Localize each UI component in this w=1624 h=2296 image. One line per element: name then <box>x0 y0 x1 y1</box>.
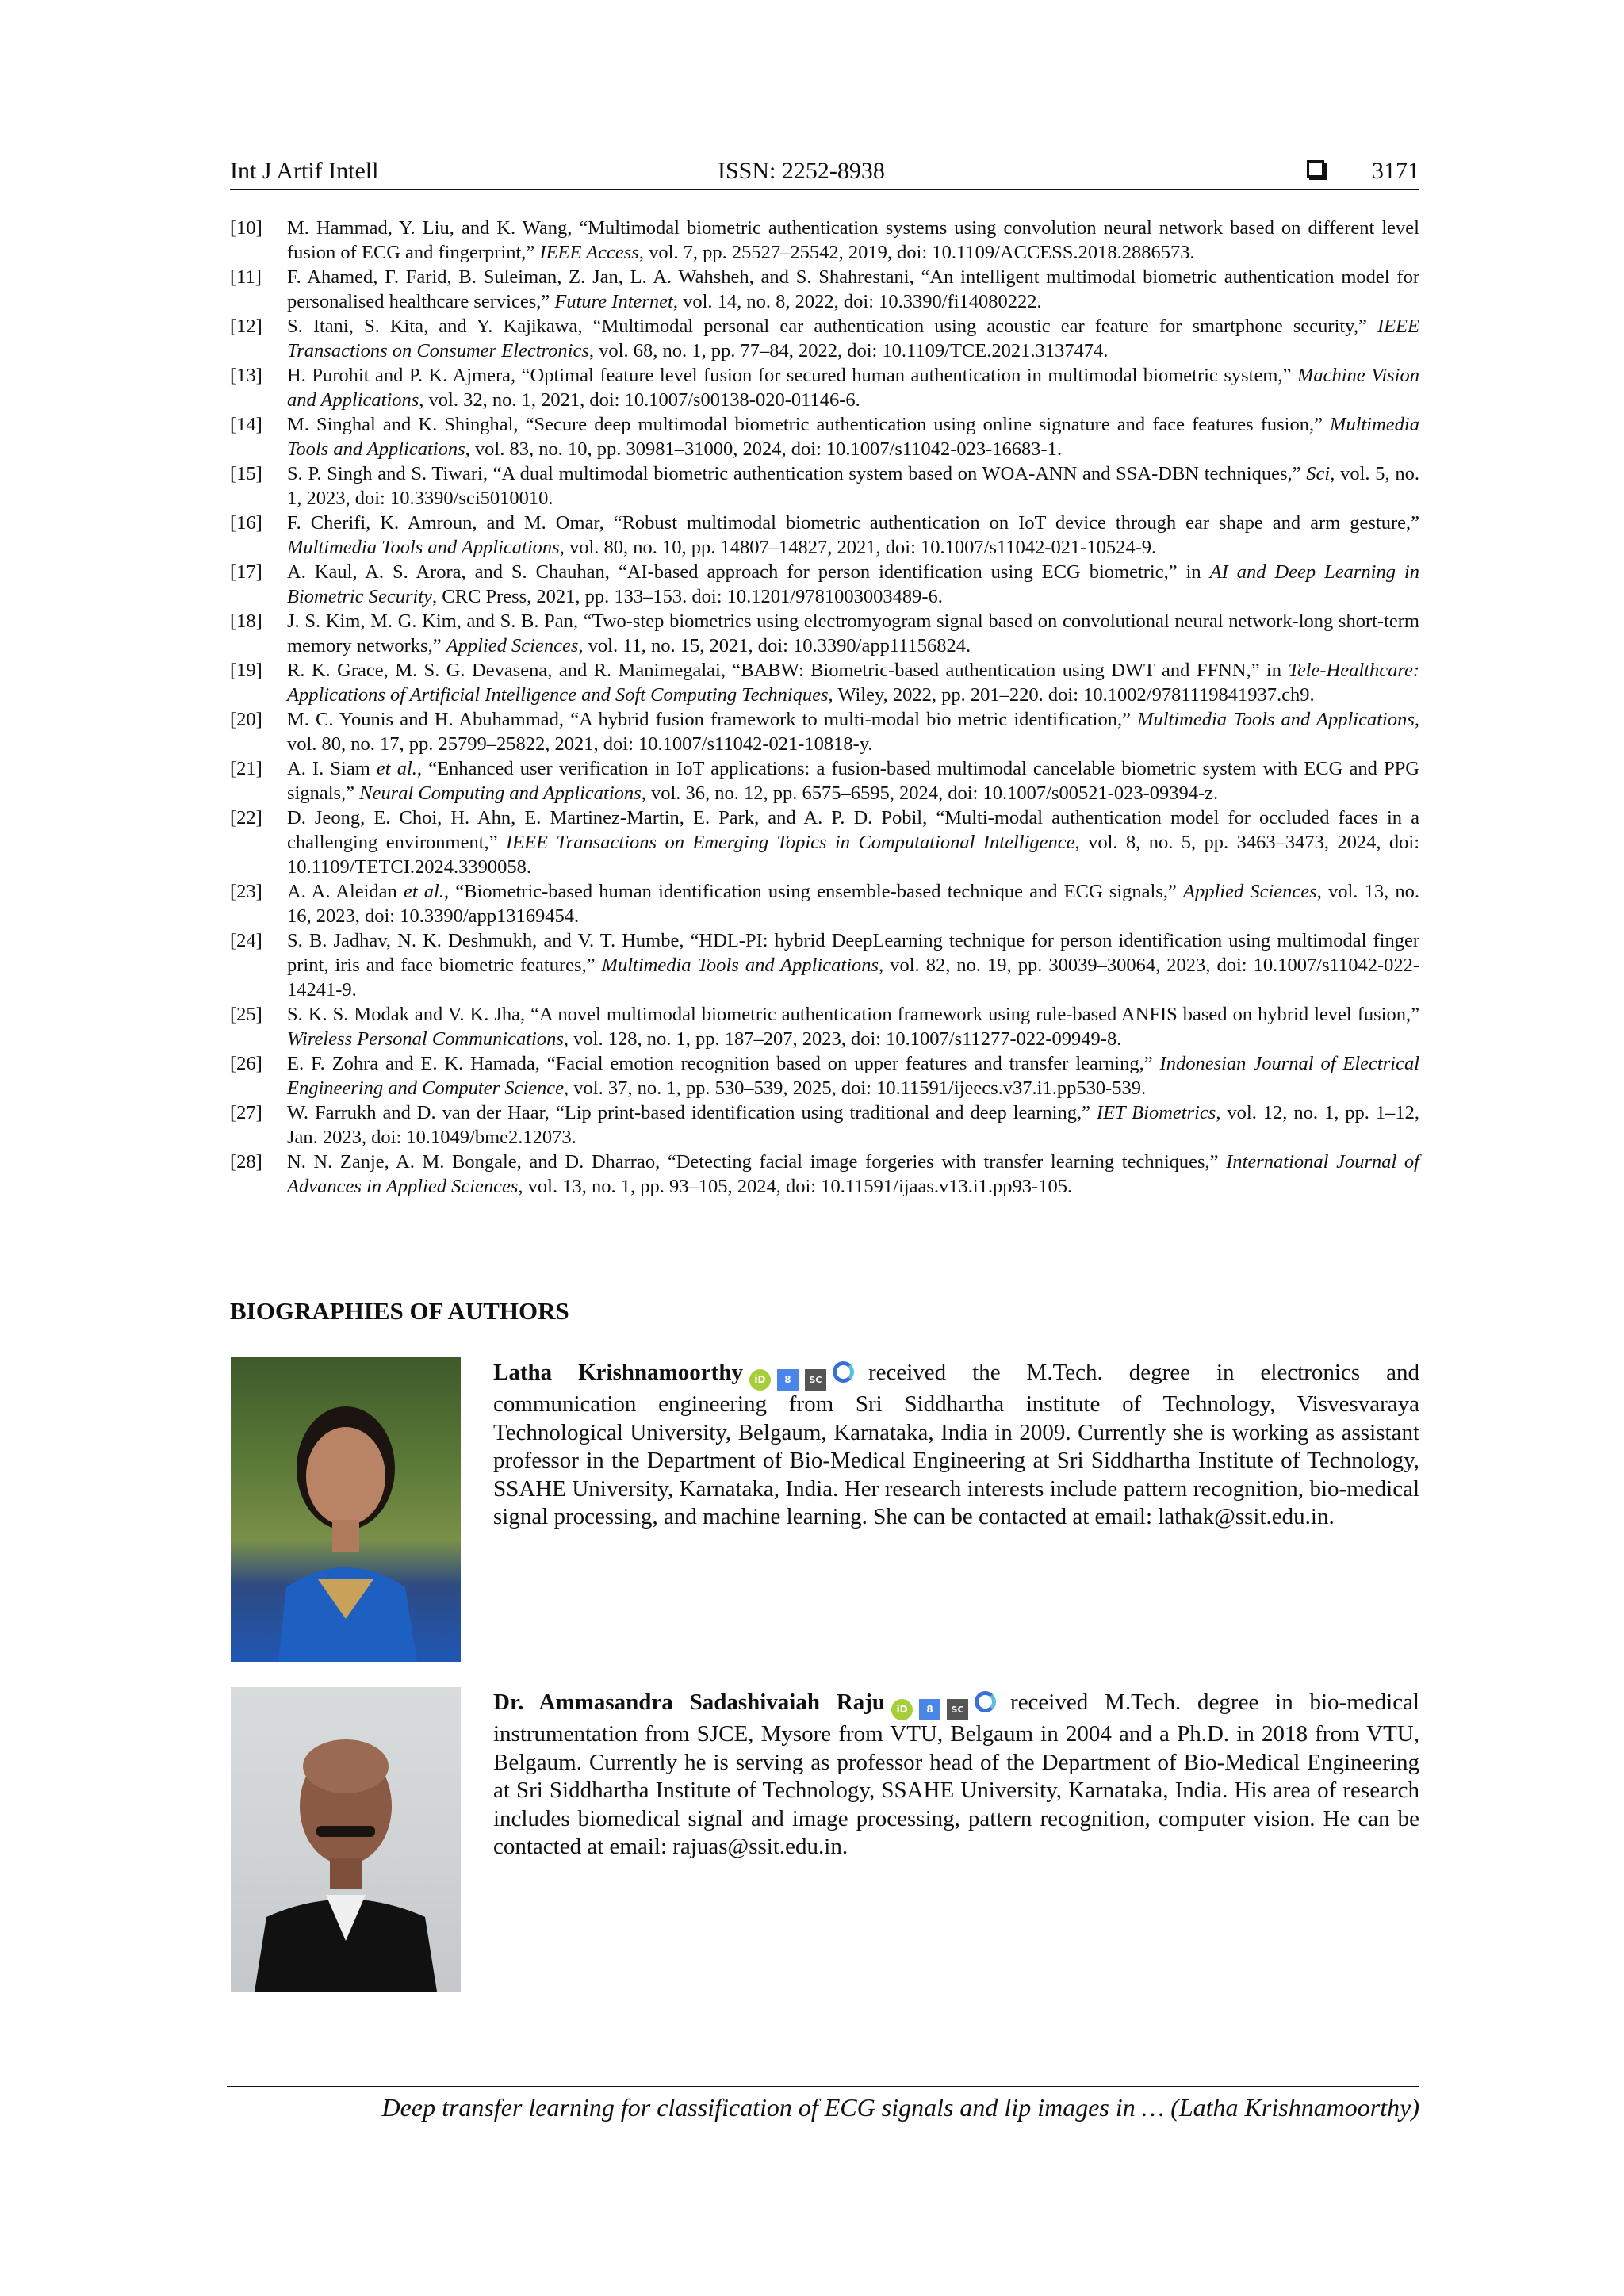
reference-number: [12] <box>230 316 262 337</box>
reference-number: [18] <box>230 610 262 632</box>
reference-item <box>230 756 1419 806</box>
orcid-icon[interactable]: iD <box>749 1369 771 1391</box>
reference-source: Multimedia Tools and Applications <box>601 955 879 976</box>
reference-segment: , vol. 13, no. 16, 2023, doi: 10.3390/app13169454. <box>287 881 1419 927</box>
reference-source: Multimedia Tools and Applications <box>287 414 1419 460</box>
reference-source: Applied Sciences <box>1183 881 1317 902</box>
reference-source: International Journal of Advances in Applied Sciences <box>287 1151 1419 1197</box>
reference-item <box>230 806 1419 879</box>
reference-segment: , CRC Press, 2021, pp. 133–153. doi: 10.1201/9781003003489-6. <box>432 586 943 607</box>
google-scholar-icon[interactable]: 8 <box>777 1369 799 1391</box>
reference-source: AI and Deep Learning in Biometric Security <box>287 561 1419 607</box>
reference-segment: D. Jeong, E. Choi, H. Ahn, E. Martinez-Martin, E. Park, and A. P. D. Pobil, “Multi-modal authentication model for occluded faces in a challenging environment,” <box>287 807 1419 853</box>
page-header <box>230 155 1419 187</box>
page-number: 3171 <box>1372 158 1419 184</box>
reference-segment: R. K. Grace, M. S. G. Devasena, and R. Manimegalai, “BABW: Biometric-based authentication using DWT and FFNN,” in <box>287 660 1289 681</box>
reference-number: [25] <box>230 1004 262 1025</box>
page-footer: Deep transfer learning for classification of ECG signals and lip images in … (Latha Krishnamoorthy) <box>381 2093 1419 2122</box>
reference-number: [11] <box>230 266 262 288</box>
footer-divider <box>227 2086 1419 2087</box>
reference-segment: M. Hammad, Y. Liu, and K. Wang, “Multimodal biometric authentication systems using convolution neural network based on different level fusion of ECG and fingerprint,” <box>287 217 1419 263</box>
reference-segment: J. S. Kim, M. G. Kim, and S. B. Pan, “Two-step biometrics using electromyogram signal based on convolutional neural network-long short-term memory networks,” <box>287 610 1419 656</box>
reference-number: [24] <box>230 930 262 951</box>
reference-segment: S. Itani, S. Kita, and Y. Kajikawa, “Multimodal personal ear authentication using acoustic ear feature for smartphone security,” <box>287 316 1377 337</box>
author-bio-text: received M.Tech. degree in bio-medical instrumentation from SJCE, Mysore from VTU, Belgaum in 2004 and a Ph.D. in 2018 from VTU, Belgaum. Currently he is serving as professor head of the Department of Bio-Medical Engineering at Sri Siddhartha Institute of Technology, SSAHE University, Karnataka, India. His area of research includes biomedical signal and image processing, pattern recognition, computer vision. He can be contacted at email: rajuas@ssit.edu.in. <box>493 1689 1419 1859</box>
reference-segment: , vol. 68, no. 1, pp. 77–84, 2022, doi: 10.1109/TCE.2021.3137474. <box>588 340 1109 362</box>
reference-segment: , vol. 80, no. 10, pp. 14807–14827, 2021, doi: 10.1007/s11042-021-10524-9. <box>559 537 1157 558</box>
reference-text <box>287 461 1419 511</box>
reference-segment: , vol. 5, no. 1, 2023, doi: 10.3390/sci5010010. <box>287 463 1419 509</box>
reference-text <box>287 707 1419 756</box>
reference-segment: , vol. 128, no. 1, pp. 187–207, 2023, doi: 10.1007/s11277-022-09949-8. <box>563 1028 1122 1050</box>
reference-segment: , vol. 7, pp. 25527–25542, 2019, doi: 10.1109/ACCESS.2018.2886573. <box>638 242 1195 263</box>
reference-source: IEEE Transactions on Consumer Electronics <box>287 316 1419 362</box>
reference-text <box>287 216 1419 265</box>
reference-segment: , vol. 11, no. 15, 2021, doi: 10.3390/app11156824. <box>578 635 971 656</box>
reference-text <box>287 412 1419 461</box>
author-photo-raju <box>231 1687 461 1992</box>
reference-item <box>230 314 1419 363</box>
reference-segment: , vol. 13, no. 1, pp. 93–105, 2024, doi: 10.11591/ijaas.v13.i1.pp93-105. <box>518 1176 1073 1197</box>
reference-segment: , vol. 37, no. 1, pp. 530–539, 2025, doi: 10.11591/ijeecs.v37.i1.pp530-539. <box>564 1077 1147 1099</box>
reference-segment: A. I. Siam <box>287 758 377 779</box>
reference-segment: , “Enhanced user verification in IoT applications: a fusion-based multimodal cancelable biometric system with ECG and PPG signals,” <box>287 758 1419 804</box>
author-bio-2 <box>493 1689 1419 1862</box>
reference-text <box>287 560 1419 609</box>
issn: ISSN: 2252-8938 <box>718 158 885 184</box>
reference-segment: S. B. Jadhav, N. K. Deshmukh, and V. T. Humbe, “HDL-PI: hybrid DeepLearning technique for person identification using multimodal finger print, iris and face biometric features,” <box>287 930 1419 976</box>
author-profile-icons <box>891 1689 1002 1715</box>
reference-item <box>230 928 1419 1002</box>
reference-segment: , “Biometric-based human identification using ensemble-based technique and ECG signals,” <box>444 881 1184 902</box>
reference-item <box>230 216 1419 265</box>
reference-text <box>287 1051 1419 1100</box>
reference-text <box>287 658 1419 707</box>
reference-source: et al. <box>403 881 444 902</box>
reference-number: [21] <box>230 758 262 779</box>
reference-source: IEEE Transactions on Emerging Topics in Computational Intelligence <box>505 832 1075 853</box>
reference-source: Indonesian Journal of Electrical Engineering and Computer Science <box>287 1053 1420 1099</box>
author-bio-1 <box>493 1359 1419 1532</box>
reference-text <box>287 363 1419 412</box>
reference-number: [13] <box>230 365 262 386</box>
reference-text <box>287 511 1419 560</box>
biographies-heading: BIOGRAPHIES OF AUTHORS <box>230 1297 569 1325</box>
orcid-icon[interactable]: iD <box>891 1699 913 1720</box>
reference-segment: , Wiley, 2022, pp. 201–220. doi: 10.1002/9781119841937.ch9. <box>828 684 1315 706</box>
author-name: Latha Krishnamoorthy <box>493 1360 743 1385</box>
checkbox-square-icon <box>1307 160 1324 178</box>
reference-number: [19] <box>230 660 262 681</box>
reference-item <box>230 1051 1419 1100</box>
reference-segment: , vol. 83, no. 10, pp. 30981–31000, 2024, doi: 10.1007/s11042-023-16683-1. <box>465 438 1063 460</box>
reference-source: IET Biometrics <box>1096 1102 1216 1123</box>
reference-text <box>287 265 1419 314</box>
reference-segment: M. C. Younis and H. Abuhammad, “A hybrid fusion framework to multi-modal bio metric identification,” <box>287 709 1138 730</box>
author-photo-latha <box>231 1357 461 1662</box>
reference-text <box>287 1002 1419 1051</box>
reference-text <box>287 1150 1419 1199</box>
reference-number: [16] <box>230 512 262 534</box>
reference-number: [14] <box>230 414 262 435</box>
reference-number: [23] <box>230 881 262 902</box>
reference-item <box>230 265 1419 314</box>
reference-segment: E. F. Zohra and E. K. Hamada, “Facial emotion recognition based on upper features and transfer learning,” <box>287 1053 1160 1074</box>
reference-segment: , vol. 14, no. 8, 2022, doi: 10.3390/fi14080222. <box>672 291 1042 312</box>
reference-source: Multimedia Tools and Applications <box>1137 709 1415 730</box>
reference-segment: S. K. S. Modak and V. K. Jha, “A novel multimodal biometric authentication framework using rule-based ANFIS based on hybrid level fusion,” <box>287 1004 1419 1025</box>
reference-number: [20] <box>230 709 262 730</box>
google-scholar-icon[interactable]: 8 <box>919 1699 940 1720</box>
reference-item <box>230 609 1419 658</box>
reference-number: [22] <box>230 807 262 828</box>
author-name: Dr. Ammasandra Sadashivaiah Raju <box>493 1689 886 1715</box>
publons-icon[interactable] <box>975 1691 996 1712</box>
reference-number: [26] <box>230 1053 262 1074</box>
reference-segment: H. Purohit and P. K. Ajmera, “Optimal feature level fusion for secured human authentication in multimodal biometric system,” <box>287 365 1297 386</box>
reference-text <box>287 806 1419 879</box>
reference-item <box>230 363 1419 412</box>
reference-text <box>287 314 1419 363</box>
header-divider <box>230 189 1419 190</box>
scopus-icon[interactable]: SC <box>947 1699 968 1720</box>
reference-list <box>230 216 1419 1199</box>
publons-icon[interactable] <box>833 1361 854 1383</box>
reference-text <box>287 1100 1419 1150</box>
reference-segment: M. Singhal and K. Shinghal, “Secure deep multimodal biometric authentication using online signature and face features fusion,” <box>287 414 1331 435</box>
reference-number: [17] <box>230 561 262 583</box>
reference-segment: , vol. 12, no. 1, pp. 1–12, Jan. 2023, doi: 10.1049/bme2.12073. <box>287 1102 1419 1148</box>
reference-item <box>230 707 1419 756</box>
reference-item <box>230 560 1419 609</box>
reference-item <box>230 511 1419 560</box>
author-bio-text: received the M.Tech. degree in electronics and communication engineering from Sri Siddhartha institute of Technology, Visvesvaraya Technological University, Belgaum, Karnataka, India in 2009. Currently she is working as assistant professor in the Department of Bio-Medical Engineering at Sri Siddhartha Institute of Technology, SSAHE University, Karnataka, India. Her research interests include pattern recognition, bio-medical signal processing, and machine learning. She can be contacted at email: lathak@ssit.edu.in. <box>493 1360 1419 1529</box>
reference-text <box>287 879 1419 928</box>
reference-source: Machine Vision and Applications <box>287 365 1419 411</box>
author-profile-icons <box>749 1360 860 1385</box>
reference-source: Wireless Personal Communications <box>287 1028 564 1050</box>
reference-segment: A. Kaul, A. S. Arora, and S. Chauhan, “AI-based approach for person identification using ECG biometric,” in <box>287 561 1210 583</box>
scopus-icon[interactable]: SC <box>805 1369 826 1391</box>
reference-segment: , vol. 82, no. 19, pp. 30039–30064, 2023, doi: 10.1007/s11042-022-14241-9. <box>287 955 1420 1001</box>
journal-name: Int J Artif Intell <box>230 158 379 184</box>
reference-source: Sci <box>1306 463 1331 484</box>
reference-segment: S. P. Singh and S. Tiwari, “A dual multimodal biometric authentication system based on WOA-ANN and SSA-DBN techniques,” <box>287 463 1307 484</box>
reference-source: et al. <box>376 758 417 779</box>
reference-segment: , vol. 36, no. 12, pp. 6575–6595, 2024, doi: 10.1007/s00521-023-09394-z. <box>641 783 1219 804</box>
reference-source: IEEE Access <box>539 242 639 263</box>
reference-text <box>287 756 1419 806</box>
reference-segment: , vol. 80, no. 17, pp. 25799–25822, 2021, doi: 10.1007/s11042-021-10818-y. <box>287 709 1419 755</box>
reference-text <box>287 609 1419 658</box>
reference-item <box>230 412 1419 461</box>
reference-item <box>230 1100 1419 1150</box>
reference-segment: W. Farrukh and D. van der Haar, “Lip print-based identification using traditional and deep learning,” <box>287 1102 1097 1123</box>
reference-source: Future Internet <box>554 291 673 312</box>
reference-number: [27] <box>230 1102 262 1123</box>
reference-segment: A. A. Aleidan <box>287 881 404 902</box>
reference-item <box>230 658 1419 707</box>
reference-segment: F. Cherifi, K. Amroun, and M. Omar, “Robust multimodal biometric authentication on IoT device through ear shape and arm gesture,” <box>287 512 1419 534</box>
reference-segment: N. N. Zanje, A. M. Bongale, and D. Dharrao, “Detecting facial image forgeries with transfer learning techniques,” <box>287 1151 1227 1173</box>
reference-segment: , vol. 32, no. 1, 2021, doi: 10.1007/s00138-020-01146-6. <box>419 389 860 411</box>
reference-item <box>230 1002 1419 1051</box>
reference-source: Applied Sciences <box>446 635 579 656</box>
reference-number: [10] <box>230 217 262 239</box>
reference-source: Multimedia Tools and Applications <box>287 537 560 558</box>
reference-segment: F. Ahamed, F. Farid, B. Suleiman, Z. Jan, L. A. Wahsheh, and S. Shahrestani, “An intelligent multimodal biometric authentication model for personalised healthcare services,” <box>287 266 1419 312</box>
reference-item <box>230 1150 1419 1199</box>
reference-number: [15] <box>230 463 262 484</box>
reference-number: [28] <box>230 1151 262 1173</box>
reference-source: Neural Computing and Applications <box>359 783 642 804</box>
reference-segment: , vol. 8, no. 5, pp. 3463–3473, 2024, doi: 10.1109/TETCI.2024.3390058. <box>287 832 1420 878</box>
reference-text <box>287 928 1419 1002</box>
reference-item <box>230 461 1419 511</box>
reference-source: Tele-Healthcare: Applications of Artificial Intelligence and Soft Computing Techniques <box>287 660 1419 706</box>
reference-item <box>230 879 1419 928</box>
